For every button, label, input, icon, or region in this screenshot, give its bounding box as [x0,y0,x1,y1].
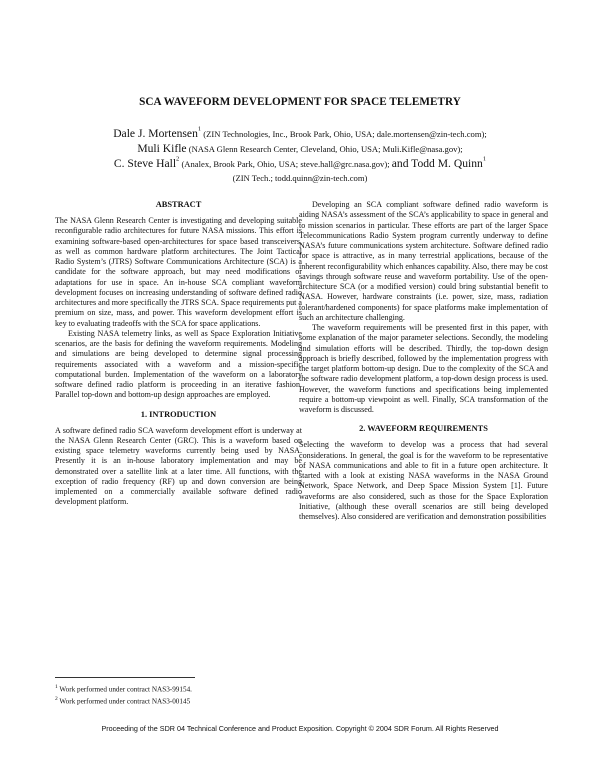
footnote-number: 2 [55,696,58,702]
footnote [55,684,192,693]
body-paragraph: Selecting the waveform to develop was a process that had several considerations. In general, the goal is for the waveform to be representative of NASA communications and able to fit in a future open architecture. It started with a look at existing NASA waveforms in the NASA Ground Network, Space Network, and Deep Space Mission System [1]. Future waveforms are also considered, such as those for the Space Exploration Initiative, (although these overall scenarios are still being developed themselves). Also considered are verification and demonstration possibilities [299,440,548,521]
left-column [55,200,302,508]
body-paragraph: Developing an SCA compliant software defined radio waveform is aiding NASA’s assessment of the SCA’s applicability to space in general and to mission scenarios in particular. These efforts are part of the larger Space Telecommunications Radio System program currently underway to define NASA’s future communications system architecture. Software defined radio for space is attractive, as in many terrestrial applications, because of the inherent reconfigurability which enhances capability. Also, there may be cost savings through software reuse and waveform portability. Use of the open-architecture SCA (or a modified version) could bring substantial benefit to NASA. However, hardware constraints (i.e. power, size, mass, radiation tolerant/hardened components) for space platforms make implementation of such an architecture challenging. [299,200,548,322]
footnote-text: Work performed under contract NAS3-00145 [57,697,191,706]
page-footer: Proceeding of the SDR 04 Technical Conference and Product Exposition. Copyright © 2004 SDR Forum. All Rights Reserved [101,724,499,733]
footnote-number: 1 [55,684,58,690]
author-name: C. Steve Hall [113,157,177,170]
paper-title: SCA WAVEFORM DEVELOPMENT FOR SPACE TELEMETRY [139,96,461,108]
waveform-requirements-heading: 2. WAVEFORM REQUIREMENTS [359,424,488,434]
introduction-heading: 1. INTRODUCTION [140,409,217,419]
author-name: Dale J. Mortensen [113,127,198,140]
author-footnote-mark: 2 [176,155,180,163]
abstract-paragraph: The NASA Glenn Research Center is investigating and developing suitable reconfigurable radio architectures for future NASA missions. This effort is examining software-based open-architectures for space based transceivers, as well as common hardware platform architectures. The Joint Tactical Radio System’s (JTRS) Software Communications Architecture (SCA) is a candidate for the software approach, but may need modifications or adaptations for use in space. An in-house SCA compliant waveform development focuses on increasing understanding of software defined radio architectures and more specifically the JTRS SCA. Space requirements put a premium on size, mass, and power. This waveform development effort is key to evaluating tradeoffs with the SCA for space applications. [55,216,302,328]
author-name: and Todd M. Quinn [391,157,483,170]
right-column [299,200,548,522]
introduction-paragraph: A software defined radio SCA waveform development effort is underway at the NASA Glenn Research Center (GRC). This is a waveform based on existing space telemetry waveforms currently being used by NASA. Presently it is an in-house laboratory implementation and may be demonstrated over a satellite link at a later time. All functions, with the exception of radio frequency (RF) up and down conversion are being implemented on a commercially available software defined radio development platform. [55,425,302,507]
body-paragraph: The waveform requirements will be presented first in this paper, with some explanation of the major parameter selections. Secondly, the modeling and simulation efforts will be described. Thirdly, the top-down design approach is briefly described, followed by the implementation progress with the target platform bottom-up design. Due to the complexity of the SCA and the software radio development platform, a top-down design process is used. However, the waveform functions and specifications being implemented require a bottom-up viewpoint as well. Finally, SCA transformation of the waveform is discussed. [299,323,548,414]
author-affiliation: (NASA Glenn Research Center, Cleveland, Ohio, USA; Muli.Kifle@nasa.gov); [186,144,463,154]
footnote-divider [55,677,195,678]
author-affiliation: (ZIN Technologies, Inc., Brook Park, Ohio, USA; dale.mortensen@zin-tech.com); [201,129,487,139]
author-affiliation: (ZIN Tech.; todd.quinn@zin-tech.com) [232,173,368,183]
author-line-4 [0,168,600,186]
abstract-heading: ABSTRACT [155,200,202,209]
author-name: Muli Kifle [137,142,187,155]
abstract-paragraph: Existing NASA telemetry links, as well as Space Exploration Initiative scenarios, are the basis for defining the waveform requirements. Modeling and simulations are being developed to determine signal processing requirements associated with a waveform and a mission-specific computational burden. Implementation of the waveform on a laboratory software defined radio platform is proceeding in an iterative fashion. Parallel top-down and bottom-up design approaches are employed. [55,328,302,400]
author-affiliation: (Analex, Brook Park, Ohio, USA; steve.hall@grc.nasa.gov); [179,159,392,169]
author-footnote-mark: 1 [197,125,202,133]
author-footnote-mark: 1 [482,155,487,163]
footnote-text: Work performed under contract NAS3-99154. [57,685,192,694]
footnote [55,696,190,705]
